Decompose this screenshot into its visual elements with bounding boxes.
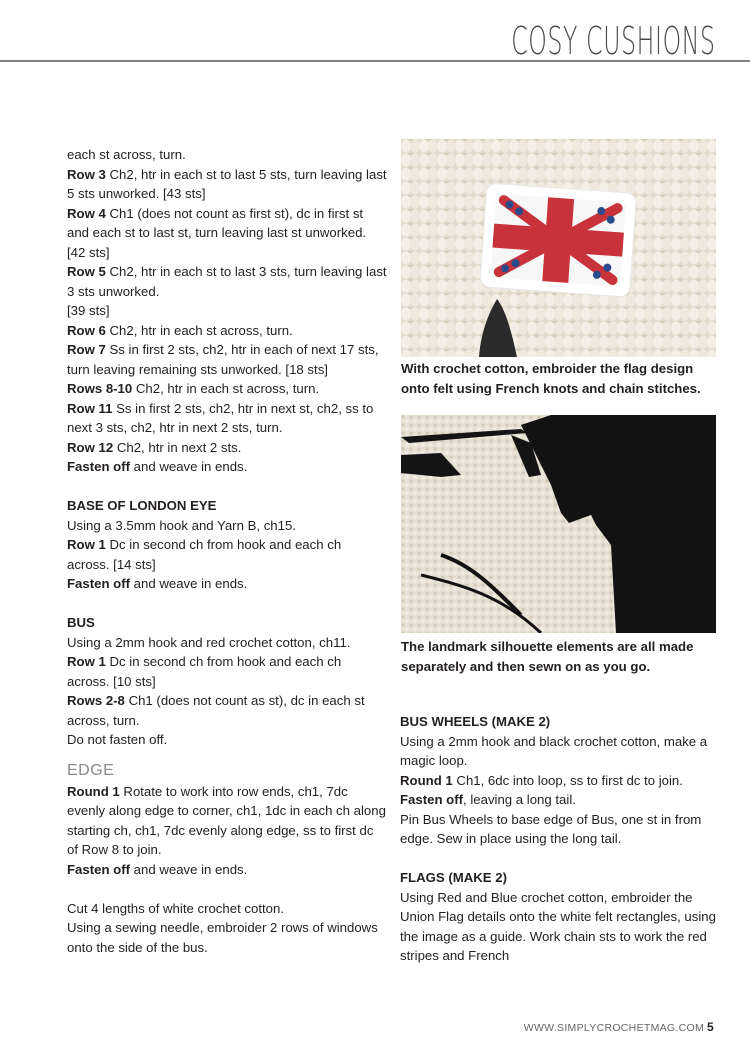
- left-column-instructions: [67, 145, 387, 957]
- row-label: Round 1: [400, 772, 453, 788]
- bus-row-1: [67, 652, 387, 691]
- row-label: Row 3: [67, 166, 106, 182]
- flags-instructions: Using Red and Blue crochet cotton, embroider the Union Flag details onto the white felt rectangles, using the image as a guide. Work chain sts to work the red stripes and French: [400, 889, 716, 963]
- bus-no-fasten: Do not fasten off.: [67, 732, 168, 747]
- edge-fasten-off: [67, 860, 387, 880]
- right-column-instructions: [400, 712, 720, 966]
- instruction-row-11: [67, 399, 387, 438]
- row-label: Row 1: [67, 654, 106, 669]
- row-text: Ch1, 6dc into loop, ss to first dc to join.: [452, 772, 683, 788]
- page-number: 5: [707, 1020, 714, 1034]
- windows-cut: Cut 4 lengths of white crochet cotton.: [67, 900, 284, 916]
- row-label: Fasten off: [67, 576, 131, 591]
- section-heading-bus-wheels: BUS WHEELS (MAKE 2): [400, 714, 551, 729]
- photo-landmark-silhouette: [401, 415, 716, 633]
- section-heading-base: BASE OF LONDON EYE: [67, 498, 217, 513]
- instruction-row-7: [67, 340, 387, 379]
- row-text: Ss in first 2 sts, ch2, htr in next st, ch2, ss to next 3 sts, ch2, htr in next 2 sts, turn.: [67, 400, 374, 435]
- row-text: and weave in ends.: [130, 576, 248, 591]
- row-text: Ch1 (does not count as first st), dc in first st and each st to last st, turn leaving last st unworked. [42 sts]: [67, 205, 367, 260]
- instruction-row-3: [67, 165, 387, 204]
- row-label: Row 6: [67, 322, 106, 338]
- header-divider: [0, 60, 750, 62]
- row-label: Fasten off: [67, 861, 131, 877]
- magazine-section-title: COSY CUSHIONS: [511, 19, 716, 63]
- instruction-continuation: each st across, turn.: [67, 147, 186, 162]
- row-text: Ch1 (does not count as st), dc in each st across, turn.: [67, 693, 365, 728]
- row-text: Ch2, htr in each st to last 3 sts, turn leaving last 3 sts unworked.: [67, 264, 387, 299]
- photo-union-flag-embroidery: [401, 139, 716, 357]
- row-label: Rows 8-10: [67, 381, 133, 396]
- row-label: Fasten off: [67, 459, 131, 474]
- row-text: Dc in second ch from hook and each ch across. [10 sts]: [67, 654, 342, 689]
- row-label: Row 7: [67, 342, 106, 357]
- row-label: Row 11: [67, 400, 113, 416]
- row-text: , leaving a long tail.: [463, 792, 576, 807]
- silhouette-photo-graphic: [401, 415, 716, 633]
- row-label: Rows 2-8: [67, 693, 125, 708]
- section-heading-bus: BUS: [67, 615, 95, 630]
- instruction-row-12: [67, 438, 387, 458]
- instruction-row-6: [67, 321, 387, 341]
- base-row-1: [67, 535, 387, 574]
- base-intro: Using a 3.5mm hook and Yarn B, ch15.: [67, 517, 296, 533]
- row-label: Fasten off: [400, 792, 464, 807]
- row-text: and weave in ends.: [130, 459, 248, 474]
- row-text: Dc in second ch from hook and each ch across. [14 sts]: [67, 537, 342, 572]
- page-footer: [524, 1020, 714, 1034]
- instruction-row-5: [67, 262, 387, 301]
- wheels-fasten-off: [400, 790, 720, 810]
- section-heading-edge: EDGE: [67, 761, 115, 779]
- row-label: Row 5: [67, 264, 106, 279]
- footer-url: WWW.SIMPLYCROCHETMAG.COM: [523, 1022, 705, 1034]
- row-label: Row 4: [67, 205, 106, 221]
- row-label: Row 1: [67, 537, 106, 552]
- row-text: and weave in ends.: [130, 861, 248, 877]
- row-text: Ch2, htr in each st to last 5 sts, turn leaving last 5 sts unworked. [43 sts]: [67, 166, 387, 201]
- row-text: Rotate to work into row ends, ch1, 7dc evenly along edge to corner, ch1, 1dc in each ch along starting ch, ch1, 7dc evenly along edge, ss to first dc of Row 8 to join.: [67, 783, 386, 857]
- instruction-row-4: [67, 204, 387, 263]
- bus-intro: Using a 2mm hook and red crochet cotton, ch11.: [67, 634, 351, 650]
- bus-rows-2-8: [67, 691, 387, 730]
- row-text: Ch2, htr in each st across, turn.: [105, 322, 293, 338]
- photo-caption-flag: With crochet cotton, embroider the flag design onto felt using French knots and chain stitches.: [401, 361, 701, 396]
- section-heading-flags: FLAGS (MAKE 2): [400, 870, 507, 885]
- row-label: Row 12: [67, 439, 114, 455]
- wheels-round-1: [400, 771, 720, 791]
- row-label: Round 1: [67, 783, 120, 799]
- photo-caption-silhouette: The landmark silhouette elements are all made separately and then sewn on as you go.: [401, 639, 694, 674]
- instruction-fasten-off: [67, 457, 387, 477]
- flag-photo-graphic: [401, 139, 716, 357]
- instruction-row-5-count: [39 sts]: [67, 303, 110, 318]
- row-text: Ch2, htr in next 2 sts.: [113, 439, 242, 455]
- row-text: Ch2, htr in each st across, turn.: [132, 381, 320, 396]
- windows-embroider: Using a sewing needle, embroider 2 rows of windows onto the side of the bus.: [67, 920, 378, 955]
- base-fasten-off: [67, 574, 387, 594]
- wheels-attach: Pin Bus Wheels to base edge of Bus, one st in from edge. Sew in place using the long tail.: [400, 811, 702, 846]
- wheels-intro: Using a 2mm hook and black crochet cotton, make a magic loop.: [400, 733, 708, 768]
- instruction-rows-8-10: [67, 379, 387, 399]
- edge-round-1: [67, 782, 387, 860]
- row-text: Ss in first 2 sts, ch2, htr in each of next 17 sts, turn leaving remaining sts unworked. [18 sts]: [67, 342, 379, 377]
